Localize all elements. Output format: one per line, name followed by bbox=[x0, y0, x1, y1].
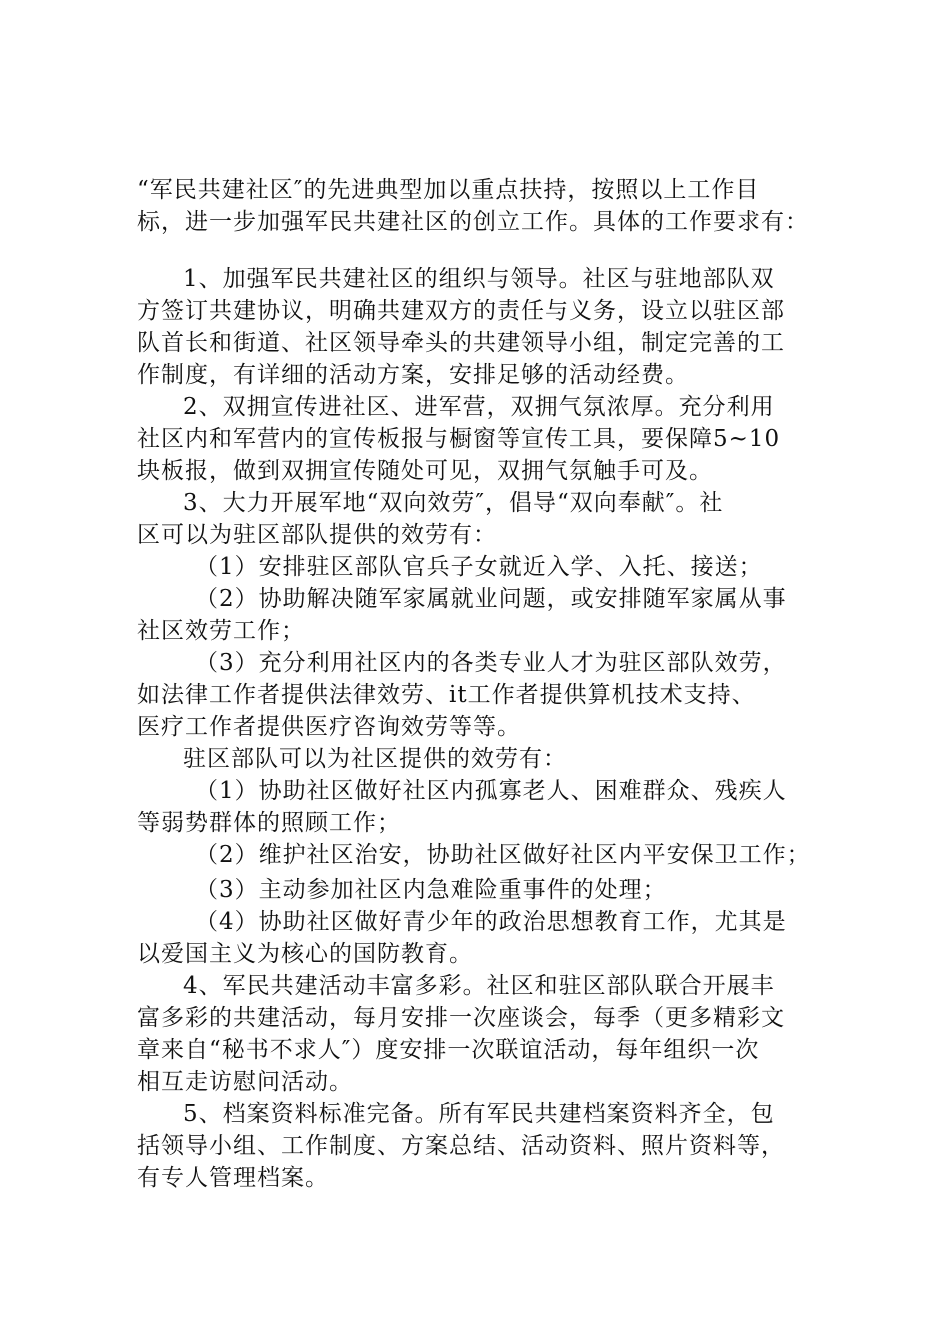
item-2-heading-line: 2、双拥宣传进社区、进军营，双拥气氛浓厚。充分利用 bbox=[183, 394, 775, 420]
text-line: 相互走访慰问活动。 bbox=[137, 1069, 353, 1095]
sub-item-line: （1）安排驻区部队官兵子女就近入学、入托、接送； bbox=[195, 554, 763, 580]
text-line: 富多彩的共建活动，每月安排一次座谈会，每季（更多精彩文 bbox=[137, 1005, 785, 1031]
tail-section bbox=[137, 874, 837, 1194]
sub-item-line: （3）主动参加社区内急难险重事件的处理； bbox=[195, 877, 667, 903]
main-section bbox=[137, 263, 837, 871]
text-line: 队首长和街道、社区领导牵头的共建领导小组，制定完善的工 bbox=[137, 330, 785, 356]
sub-item-line: （2）协助解决随军家属就业问题，或安排随军家属从事 bbox=[195, 586, 787, 612]
text-line: 括领导小组、工作制度、方案总结、活动资料、照片资料等， bbox=[137, 1133, 785, 1159]
text-line: 社区内和军营内的宣传板报与橱窗等宣传工具，要保障5~10 bbox=[137, 426, 781, 452]
item-1-heading-line: 1、加强军民共建社区的组织与领导。社区与驻地部队双 bbox=[183, 266, 775, 292]
text-line: 等弱势群体的照顾工作； bbox=[137, 810, 401, 836]
text-line: 社区效劳工作； bbox=[137, 618, 305, 644]
text-line: “军民共建社区″的先进典型加以重点扶持，按照以上工作目 bbox=[137, 177, 760, 203]
item-4-heading-line: 4、军民共建活动丰富多彩。社区和驻区部队联合开展丰 bbox=[183, 973, 775, 999]
sub-item-line: （2）维护社区治安，协助社区做好社区内平安保卫工作； bbox=[195, 842, 811, 868]
text-line: 区可以为驻区部队提供的效劳有： bbox=[137, 522, 497, 548]
text-line: 方签订共建协议，明确共建双方的责任与义务，设立以驻区部 bbox=[137, 298, 785, 324]
item-5-heading-line: 5、档案资料标准完备。所有军民共建档案资料齐全，包 bbox=[183, 1101, 775, 1127]
text-line: 标，进一步加强军民共建社区的创立工作。具体的工作要求有： bbox=[137, 209, 809, 235]
sub-heading-line: 驻区部队可以为社区提供的效劳有： bbox=[183, 746, 567, 772]
sub-item-line: （3）充分利用社区内的各类专业人才为驻区部队效劳， bbox=[195, 650, 787, 676]
text-line: 医疗工作者提供医疗咨询效劳等等。 bbox=[137, 714, 521, 740]
text-line: 如法律工作者提供法律效劳、it工作者提供算机技术支持、 bbox=[137, 682, 756, 708]
sub-item-line: （4）协助社区做好青少年的政治思想教育工作，尤其是 bbox=[195, 909, 787, 935]
text-line: 作制度，有详细的活动方案，安排足够的活动经费。 bbox=[137, 362, 689, 388]
item-3-heading-line: 3、大力开展军地“双向效劳″，倡导“双向奉献″。社 bbox=[183, 490, 724, 516]
text-line: 以爱国主义为核心的国防教育。 bbox=[137, 941, 473, 967]
text-line: 有专人管理档案。 bbox=[137, 1165, 329, 1191]
intro-paragraph bbox=[137, 174, 837, 238]
sub-item-line: （1）协助社区做好社区内孤寡老人、困难群众、残疾人 bbox=[195, 778, 787, 804]
text-line: 块板报，做到双拥宣传随处可见，双拥气氛触手可及。 bbox=[137, 458, 713, 484]
text-line: 章来自“秘书不求人″）度安排一次联谊活动，每年组织一次 bbox=[137, 1037, 760, 1063]
